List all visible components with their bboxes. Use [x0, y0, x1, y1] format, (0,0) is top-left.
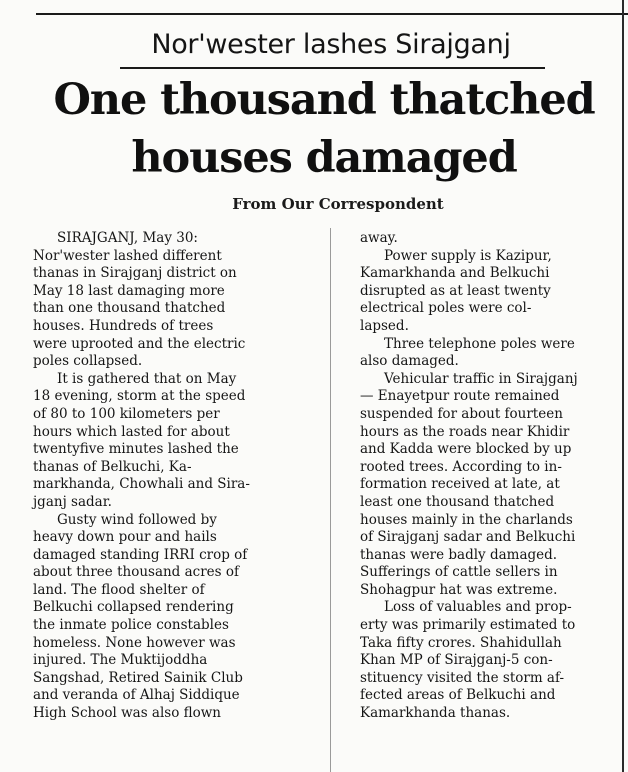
article-line: High School was also flown — [33, 705, 222, 722]
article-line: least one thousand thatched — [360, 493, 555, 510]
article-line: of 80 to 100 kilometers per — [33, 405, 220, 422]
article-line: Vehicular traffic in Sirajganj — [384, 370, 578, 387]
article-kicker: Nor'wester lashes Sirajganj — [151, 29, 511, 60]
article-line: hours as the roads near Khidir — [360, 423, 570, 440]
article-line: poles collapsed. — [33, 353, 143, 370]
article-line: Nor'wester lashed different — [33, 247, 222, 264]
article-line: Sufferings of cattle sellers in — [360, 564, 558, 581]
article-line: also damaged. — [360, 353, 459, 370]
article-line: May 18 last damaging more — [33, 282, 225, 299]
article-line: damaged standing IRRI crop of — [33, 546, 248, 563]
article-line: land. The flood shelter of — [33, 581, 205, 598]
article-line: — Enayetpur route remained — [360, 388, 560, 405]
article-line: hours which lasted for about — [33, 423, 230, 440]
article-line: stituency visited the storm af- — [360, 669, 565, 686]
article-line: suspended for about fourteen — [360, 405, 563, 422]
article-line: disrupted as at least twenty — [360, 282, 551, 299]
article-line: Belkuchi collapsed rendering — [33, 599, 234, 616]
article-line: homeless. None however was — [33, 634, 236, 651]
article-line: Power supply is Kazipur, — [384, 247, 552, 264]
article-line: thanas of Belkuchi, Ka- — [33, 458, 192, 475]
article-line: SIRAJGANJ, May 30: — [57, 230, 198, 246]
article-line: Kamarkhanda and Belkuchi — [360, 265, 550, 282]
article-line: electrical poles were col- — [360, 300, 532, 317]
article-line: lapsed. — [360, 317, 409, 334]
article-line: formation received at late, at — [360, 476, 560, 493]
article-line: houses mainly in the charlands — [360, 511, 573, 528]
article-line: fected areas of Belkuchi and — [360, 687, 556, 704]
article-line: Sangshad, Retired Sainik Club — [33, 669, 243, 686]
article-line: houses. Hundreds of trees — [33, 317, 214, 334]
article-line: Taka fifty crores. Shahidullah — [360, 634, 562, 651]
article-line: rooted trees. According to in- — [360, 458, 562, 475]
article-line: jganj sadar. — [33, 493, 112, 510]
column-divider — [330, 228, 331, 772]
article-column-left — [33, 230, 314, 723]
article-line: Gusty wind followed by — [57, 511, 217, 528]
article-line: and Kadda were blocked by up — [360, 441, 572, 458]
article-line: Kamarkhanda thanas. — [360, 705, 511, 722]
article-line: than one thousand thatched — [33, 300, 226, 317]
article-line: thanas in Sirajganj district on — [33, 265, 237, 282]
article-line: Shohagpur hat was extreme. — [360, 581, 558, 598]
article-line: of Sirajganj sadar and Belkuchi — [360, 529, 576, 546]
headline-line-2: houses damaged — [131, 133, 517, 183]
article-line: Three telephone poles were — [384, 335, 575, 352]
clipping-right-edge — [622, 0, 624, 772]
article-line: Loss of valuables and prop- — [384, 599, 572, 616]
article-line: Khan MP of Sirajganj-5 con- — [360, 652, 553, 669]
article-line: and veranda of Alhaj Siddique — [33, 687, 240, 704]
article-line: twentyfive minutes lashed the — [33, 441, 239, 458]
article-line: erty was primarily estimated to — [360, 617, 576, 634]
top-rule — [36, 13, 628, 15]
article-line: thanas were badly damaged. — [360, 546, 558, 563]
kicker-underline — [120, 67, 545, 69]
article-line: about three thousand acres of — [33, 564, 240, 581]
article-line: heavy down pour and hails — [33, 529, 217, 546]
article-line: markhanda, Chowhali and Sira- — [33, 476, 250, 493]
article-column-right — [360, 230, 608, 723]
article-line: It is gathered that on May — [57, 370, 237, 387]
article-line: the inmate police constables — [33, 617, 229, 634]
article-line: away. — [360, 230, 398, 246]
article-line: were uprooted and the electric — [33, 335, 246, 352]
article-line: 18 evening, storm at the speed — [33, 388, 246, 405]
byline: From Our Correspondent — [232, 195, 444, 213]
article-line: injured. The Muktijoddha — [33, 652, 208, 669]
headline-line-1: One thousand thatched — [53, 75, 595, 125]
